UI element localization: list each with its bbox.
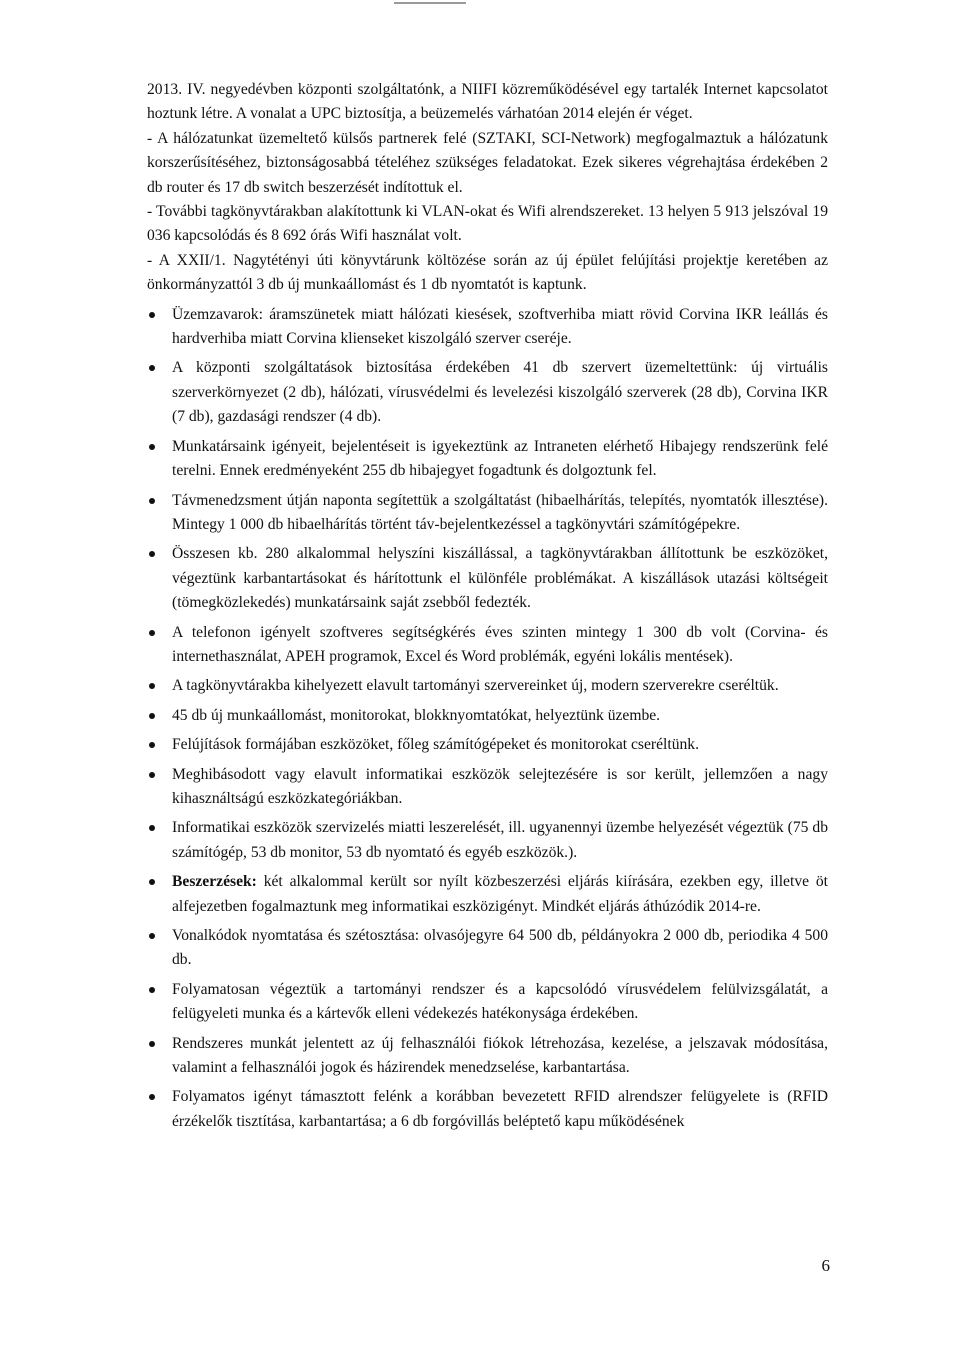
- bullet-item: [147, 816, 828, 865]
- bullet-item: [147, 1032, 828, 1081]
- bullet-item: [147, 303, 828, 352]
- bullet-text: Munkatársaink igényeit, bejelentéseit is igyekeztünk az Intraneten elérhető Hibajegy rendszerünk felé terelni. Ennek eredményeként 255 db hibajegyet fogadtunk és dolgoztunk fel.: [172, 437, 828, 480]
- bullet-item: [147, 763, 828, 812]
- bullet-text: két alkalommal került sor nyílt közbeszerzési eljárás kiírására, ezekben egy, illetve öt alfejezetben fogalmaztunk meg informatikai eszközigényt. Mindkét eljárás áthúzódik 2014-re.: [172, 873, 828, 915]
- intro-paragraph: - A XXII/1. Nagytétényi úti könyvtárunk költözése során az új épület felújítási projektje keretében az önkormányzattól 3 db új munkaállomást és 1 db nyomtatót is kaptunk.: [147, 251, 828, 294]
- bullet-text: Informatikai eszközök szervizelés miatti leszerelését, ill. ugyanennyi üzembe helyezését végeztük (75 db számítógép, 53 db monitor, 53 db nyomtató és egyéb eszközök.).: [172, 819, 828, 861]
- bullet-text: Összesen kb. 280 alkalommal helyszíni kiszállással, a tagkönyvtárakban állítottunk be eszközöket, végeztünk karbantartásokat és hárítottunk el különféle problémákat. A kiszállások utazási költségeit (tömegközlekedés) munkatársaink saját zsebből fedezték.: [172, 545, 828, 612]
- bullet-list: [147, 303, 828, 1135]
- bullet-item: [147, 870, 828, 919]
- bullet-text: Folyamatosan végeztük a tartományi rendszer és a kapcsolódó vírusvédelem felülvizsgálatát, a felügyeleti munka és a kártevők elleni védekezés hatékonysága érdekében.: [172, 980, 828, 1023]
- bullet-item: [147, 978, 828, 1027]
- bullet-item: [147, 924, 828, 973]
- bullet-item: [147, 435, 828, 484]
- intro-paragraph: 2013. IV. negyedévben központi szolgáltatónk, a NIIFI közreműködésével egy tartalék Internet kapcsolatot hoztunk létre. A vonalat a UPC biztosítja, a beüzemelés várhatóan 2014 elején ér véget.: [147, 81, 828, 123]
- scan-top-mark: [394, 2, 466, 4]
- bullet-text: A központi szolgáltatások biztosítása érdekében 41 db szervert üzemeltettünk: új virtuális szerverkörnyezet (2 db), hálózati, vírusvédelmi és levelezési kiszolgáló szerverek (28 db), Corvina IKR (7 db), gazdasági rendszer (4 db).: [172, 359, 828, 426]
- intro-paragraph: - A hálózatunkat üzemeltető külsős partnerek felé (SZTAKI, SCI-Network) megfogalmaztuk a hálózatunk korszerűsítéséhez, biztonságosabbá tételéhez szükséges feladatokat. Ezek sikeres végrehajtása érdekében 2 db router és 17 db switch beszerzését indítottuk el.: [147, 129, 828, 196]
- page-number: 6: [821, 1256, 830, 1275]
- bullet-text: Üzemzavarok: áramszünetek miatt hálózati kiesések, szoftverhiba miatt rövid Corvina IKR leállás és hardverhiba miatt Corvina klienseket kiszolgáló szerver cseréje.: [172, 305, 828, 348]
- bullet-bold-label: Beszerzések:: [172, 873, 257, 891]
- bullet-text: Vonalkódok nyomtatása és szétosztása: olvasójegyre 64 500 db, példányokra 2 000 db, periodika 4 500 db.: [172, 927, 828, 969]
- bullet-item: [147, 674, 828, 698]
- bullet-text: Távmenedzsment útján naponta segítettük a szolgáltatást (hibaelhárítás, telepítés, nyomtatók illesztése). Mintegy 1 000 db hibaelhárítás történt táv-bejelentkezéssel a tagkönyvtári számítógépekre.: [172, 491, 828, 533]
- intro-paragraph: - További tagkönyvtárakban alakítottunk ki VLAN-okat és Wifi alrendszereket. 13 helyen 5 913 jelszóval 19 036 kapcsolódás és 8 692 órás Wifi használat volt.: [147, 203, 828, 245]
- bullet-item: [147, 733, 828, 757]
- bullet-item: [147, 356, 828, 429]
- bullet-text: Rendszeres munkát jelentett az új felhasználói fiókok létrehozása, kezelése, a jelszavak módosítása, valamint a felhasználói jogok és házirendek menedzselése, karbantartása.: [172, 1034, 828, 1077]
- bullet-item: [147, 542, 828, 615]
- page-body: [147, 78, 828, 1134]
- bullet-text: Felújítások formájában eszközöket, főleg számítógépeket és monitorokat cseréltünk.: [172, 736, 699, 754]
- bullet-item: [147, 1085, 828, 1134]
- bullet-text: Folyamatos igényt támasztott felénk a korábban bevezetett RFID alrendszer felügyelete is (RFID érzékelők tisztítása, karbantartása; a 6 db forgóvillás beléptető kapu működésének: [172, 1088, 828, 1130]
- bullet-item: [147, 621, 828, 670]
- bullet-text: Meghibásodott vagy elavult informatikai eszközök selejtezésére is sor került, jellemzően a nagy kihasználtságú eszközkategóriákban.: [172, 765, 828, 807]
- bullet-text: A telefonon igényelt szoftveres segítségkérés éves szinten mintegy 1 300 db volt (Corvina- és internethasználat, APEH programok, Excel és Word problémák, egyéni lokális mentések).: [172, 623, 828, 665]
- bullet-text: A tagkönyvtárakba kihelyezett elavult tartományi szervereinket új, modern szerverekre cseréltük.: [172, 677, 779, 695]
- bullet-item: [147, 489, 828, 538]
- bullet-text: 45 db új munkaállomást, monitorokat, blokknyomtatókat, helyeztünk üzembe.: [172, 706, 661, 724]
- bullet-item: [147, 704, 828, 728]
